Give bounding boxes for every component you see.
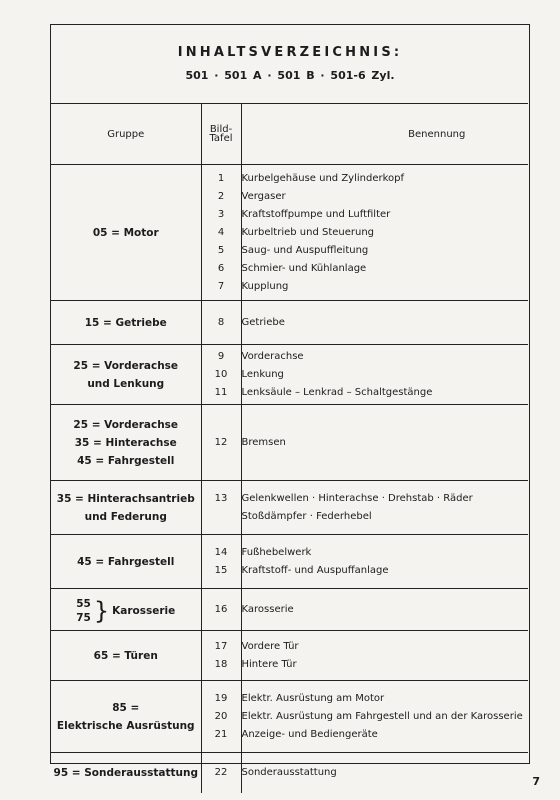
plate-number: 21 <box>214 728 228 740</box>
group-row <box>51 753 528 793</box>
toc-frame <box>50 24 530 779</box>
entry-name: Vordere Tür <box>241 640 299 652</box>
entry-name: Elektr. Ausrüstung am Fahrgestell und an der Karosserie <box>241 710 523 722</box>
header-name: Benennung <box>241 104 528 165</box>
plate-cell <box>201 405 241 481</box>
brace-glyph: } <box>93 596 110 625</box>
karosserie-label: Karosserie <box>112 604 176 617</box>
plate-cell <box>201 631 241 681</box>
entry-name: Karosserie <box>241 603 294 615</box>
plate-number: 3 <box>217 208 225 220</box>
plate-cell <box>201 481 241 535</box>
group-label: 45 = Fahrgestell <box>77 555 175 568</box>
plate-cell <box>201 753 241 793</box>
group-cell <box>51 681 201 753</box>
group-label: 95 = Sonderausstattung <box>53 766 198 779</box>
entry-name: Saug- und Auspuffleitung <box>241 244 369 256</box>
name-cell <box>241 589 528 631</box>
group-label: 25 = Vorderachse <box>73 359 179 372</box>
group-row <box>51 681 528 753</box>
group-label: und Federung <box>84 510 167 523</box>
toc-table <box>51 103 528 793</box>
name-cell <box>241 165 528 301</box>
toc-header-row <box>51 104 528 165</box>
group-label: 65 = Türen <box>93 649 158 662</box>
group-cell <box>51 753 201 793</box>
plate-number: 13 <box>214 492 228 504</box>
group-row <box>51 631 528 681</box>
entry-name: Sonderausstattung <box>241 766 337 778</box>
group-cell <box>51 481 201 535</box>
plate-number: 5 <box>217 244 225 256</box>
karosserie-numbers <box>76 597 91 625</box>
plate-cell <box>201 681 241 753</box>
group-cell <box>51 631 201 681</box>
group-label: 85 = <box>112 701 140 714</box>
group-row <box>51 405 528 481</box>
karosserie-number: 75 <box>76 611 91 624</box>
name-cell <box>241 481 528 535</box>
header-plate-line1: Bild- <box>209 124 233 135</box>
plate-cell <box>201 345 241 405</box>
plate-cell <box>201 535 241 589</box>
entry-name: Kraftstoffpumpe und Luftfilter <box>241 208 391 220</box>
plate-cell <box>201 301 241 345</box>
plate-number: 16 <box>214 603 228 615</box>
entry-name: Kurbeltrieb und Steuerung <box>241 226 375 238</box>
group-label: 05 = Motor <box>92 226 159 239</box>
group-cell <box>51 405 201 481</box>
plate-number: 15 <box>214 564 228 576</box>
group-row <box>51 481 528 535</box>
group-cell <box>51 165 201 301</box>
group-row <box>51 589 528 631</box>
plate-number: 20 <box>214 710 228 722</box>
name-cell <box>241 301 528 345</box>
plate-number: 4 <box>217 226 225 238</box>
plate-number: 1 <box>217 172 225 184</box>
name-cell <box>241 405 528 481</box>
entry-name: Elektr. Ausrüstung am Motor <box>241 692 385 704</box>
group-cell <box>51 589 201 631</box>
group-label: 35 = Hinterachsantrieb <box>56 492 195 505</box>
group-cell <box>51 301 201 345</box>
plate-number: 8 <box>217 316 225 328</box>
plate-number <box>202 508 241 526</box>
header-plate <box>201 104 241 165</box>
entry-name: Kraftstoff- und Auspuffanlage <box>241 564 389 576</box>
plate-number: 17 <box>214 640 228 652</box>
entry-name: Kurbelgehäuse und Zylinderkopf <box>241 172 405 184</box>
entry-name: Vorderachse <box>241 350 304 362</box>
name-cell <box>241 681 528 753</box>
name-cell <box>241 535 528 589</box>
page-number: 7 <box>532 775 540 788</box>
page-title: INHALTSVERZEICHNIS: <box>177 45 403 60</box>
header-plate-line2: Tafel <box>209 133 233 144</box>
entry-name: Stoßdämpfer · Federhebel <box>241 510 372 522</box>
entry-name: Schmier- und Kühlanlage <box>241 262 367 274</box>
name-cell <box>241 631 528 681</box>
entry-name: Getriebe <box>241 316 285 328</box>
group-row <box>51 301 528 345</box>
entry-name: Vergaser <box>241 190 286 202</box>
entry-name: Kupplung <box>241 280 289 292</box>
plate-number: 10 <box>214 368 228 380</box>
entry-name: Lenkung <box>241 368 284 380</box>
group-label: und Lenkung <box>87 377 165 390</box>
plate-number: 9 <box>217 350 225 362</box>
name-cell <box>241 753 528 793</box>
group-cell <box>51 345 201 405</box>
group-row <box>51 345 528 405</box>
plate-number: 12 <box>214 436 228 448</box>
group-row <box>51 165 528 301</box>
entry-name: Anzeige- und Bediengeräte <box>241 728 378 740</box>
plate-number: 6 <box>217 262 225 274</box>
plate-cell <box>201 589 241 631</box>
plate-number: 19 <box>214 692 228 704</box>
model-subtitle: 501 · 501 A · 501 B · 501-6 Zyl. <box>185 69 395 82</box>
entry-name: Gelenkwellen · Hinterachse · Drehstab · Räder <box>241 492 473 504</box>
plate-number: 7 <box>217 280 225 292</box>
plate-number: 2 <box>217 190 225 202</box>
plate-number: 14 <box>214 546 228 558</box>
plate-cell <box>201 165 241 301</box>
entry-name: Fußhebelwerk <box>241 546 312 558</box>
name-cell <box>241 345 528 405</box>
karosserie-number: 55 <box>76 597 91 610</box>
group-label: 15 = Getriebe <box>84 316 167 329</box>
group-cell <box>51 535 201 589</box>
group-row <box>51 535 528 589</box>
header-group: Gruppe <box>51 104 201 165</box>
plate-number: 11 <box>214 386 228 398</box>
karosserie-group <box>76 597 175 625</box>
group-label: 45 = Fahrgestell <box>77 454 175 467</box>
group-label: 35 = Hinterachse <box>74 436 177 449</box>
group-label: Elektrische Ausrüstung <box>56 719 195 732</box>
entry-name: Hintere Tür <box>241 658 297 670</box>
entry-name: Lenksäule – Lenkrad – Schaltgestänge <box>241 386 433 398</box>
plate-number: 22 <box>214 766 228 778</box>
plate-number: 18 <box>214 658 228 670</box>
entry-name: Bremsen <box>241 436 286 448</box>
group-label: 25 = Vorderachse <box>73 418 179 431</box>
